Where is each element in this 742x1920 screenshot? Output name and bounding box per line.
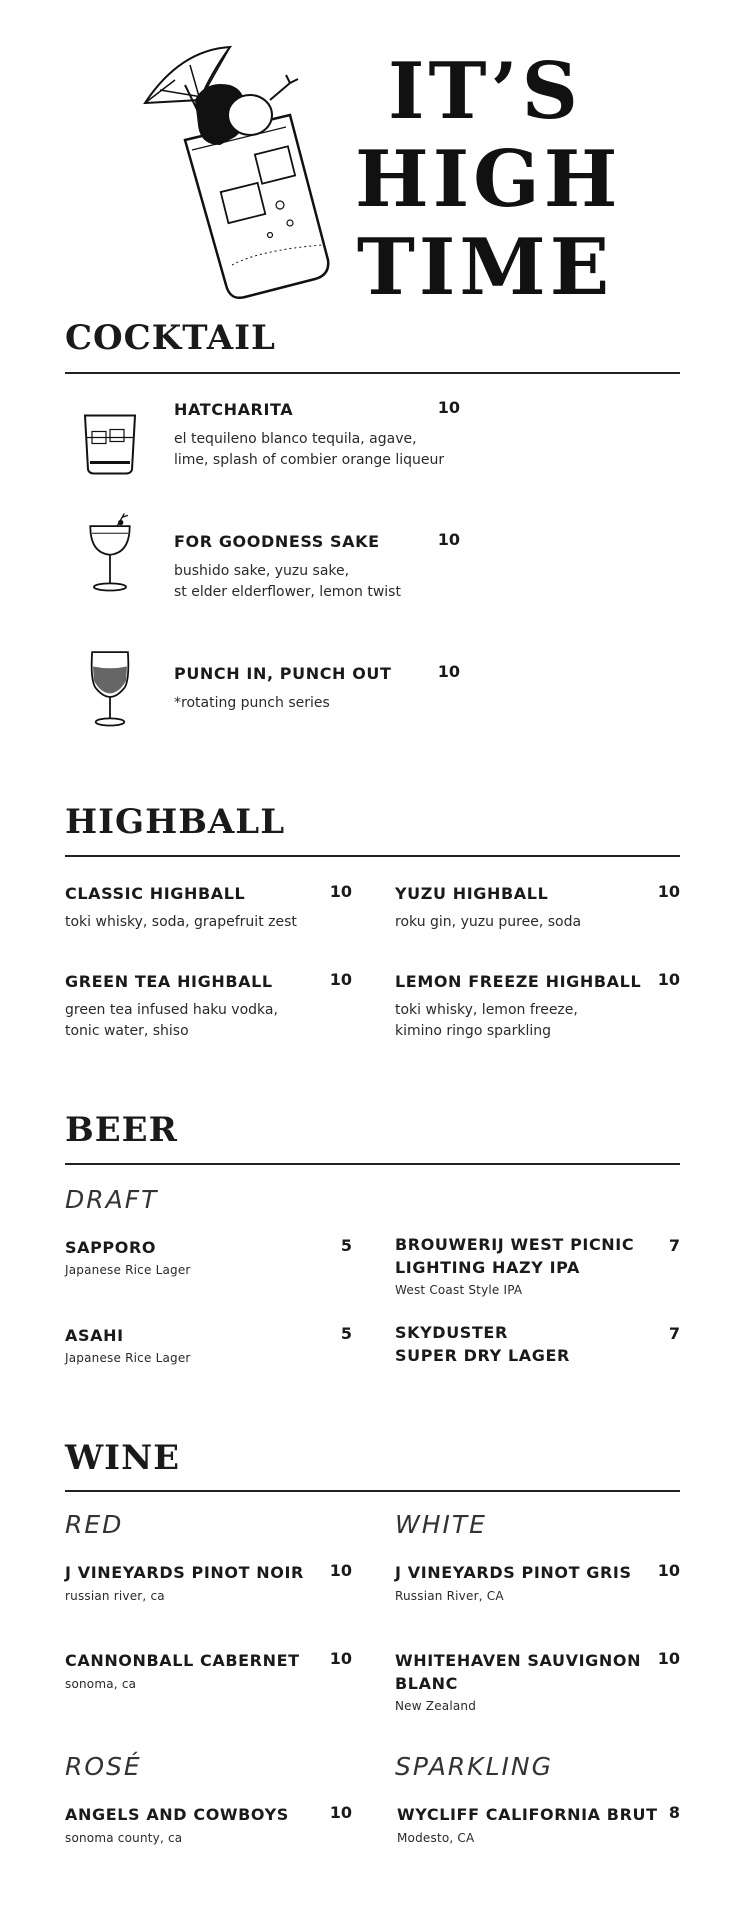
name-line: J VINEYARDS PINOT NOIR: [65, 1563, 304, 1582]
description-line: *rotating punch series: [174, 695, 330, 711]
description-line: bushido sake, yuzu sake,: [174, 563, 350, 579]
description-line: green tea infused haku vodka,: [65, 1002, 278, 1018]
menu-item-description: [174, 561, 401, 603]
menu-item-price: 7: [668, 1236, 680, 1255]
name-line: ANGELS AND COWBOYS: [65, 1805, 289, 1824]
menu-item-name: [395, 1561, 632, 1584]
menu-item-note: russian river, ca: [65, 1589, 165, 1603]
description-line: el tequileno blanco tequila, agave,: [174, 431, 417, 447]
section-divider: [65, 855, 680, 857]
menu-item-description: [174, 693, 330, 714]
name-line: WHITEHAVEN SAUVIGNON: [395, 1651, 642, 1670]
menu-item-price: 10: [437, 398, 460, 417]
sparkling-subheading: SPARKLING: [395, 1752, 553, 1781]
menu-item-price: 10: [329, 1649, 352, 1668]
description-line: lime, splash of combier orange liqueur: [174, 452, 445, 468]
menu-item-price: 10: [329, 970, 352, 989]
menu-item-name: GREEN TEA HIGHBALL: [65, 972, 273, 991]
name-line: BROUWERIJ WEST PICNIC: [395, 1235, 635, 1254]
description-line: toki whisky, lemon freeze,: [395, 1002, 578, 1018]
beer-heading: BEER: [65, 1110, 178, 1150]
menu-item-name: [395, 1321, 570, 1367]
menu-item-note: Japanese Rice Lager: [65, 1351, 191, 1365]
menu-item-price: 10: [437, 662, 460, 681]
name-line: LIGHTING HAZY IPA: [395, 1258, 580, 1277]
menu-item-description: [395, 912, 581, 933]
menu-item-price: 10: [329, 1803, 352, 1822]
menu-item-price: 8: [668, 1803, 680, 1822]
menu-item-name: [65, 1649, 300, 1672]
menu-item-name: PUNCH IN, PUNCH OUT: [174, 664, 392, 683]
menu-item-note: Russian River, CA: [395, 1589, 504, 1603]
name-line: ASAHI: [65, 1326, 124, 1345]
highball-glass-with-umbrella-illustration: [140, 45, 340, 300]
draft-subheading: DRAFT: [65, 1185, 159, 1214]
menu-item-description: [174, 429, 444, 471]
name-line: CANNONBALL CABERNET: [65, 1651, 300, 1670]
menu-item-description: [395, 1000, 578, 1042]
menu-item-note: New Zealand: [395, 1699, 477, 1713]
menu-item-note: Modesto, CA: [397, 1831, 475, 1845]
rocks-glass-icon: [80, 400, 140, 485]
description-line: st elder elderflower, lemon twist: [174, 584, 401, 600]
name-line: J VINEYARDS PINOT GRIS: [395, 1563, 632, 1582]
coupe-glass-icon: [80, 510, 140, 595]
name-line: BLANC: [395, 1674, 458, 1693]
menu-item-note: sonoma county, ca: [65, 1831, 183, 1845]
description-line: kimino ringo sparkling: [395, 1023, 551, 1039]
section-divider: [65, 372, 680, 374]
menu-item-price: 5: [340, 1324, 352, 1343]
name-line: SKYDUSTER: [395, 1323, 508, 1342]
menu-item-name: [65, 1236, 156, 1259]
cocktail-heading: COCKTAIL: [65, 318, 276, 358]
section-divider: [65, 1163, 680, 1165]
menu-item-name: [395, 1233, 634, 1279]
menu-item-price: 10: [329, 1561, 352, 1580]
menu-item-note: sonoma, ca: [65, 1677, 137, 1691]
wine-heading: WINE: [65, 1438, 181, 1478]
menu-item-name: FOR GOODNESS SAKE: [174, 532, 380, 551]
hero-title-line: HIGH: [355, 134, 622, 225]
menu-item-name: [65, 1324, 124, 1347]
menu-item-price: 10: [329, 882, 352, 901]
menu-item-name: CLASSIC HIGHBALL: [65, 884, 246, 903]
menu-item-price: 10: [437, 530, 460, 549]
menu-item-note: West Coast Style IPA: [395, 1283, 523, 1297]
highball-heading: HIGHBALL: [65, 802, 286, 842]
description-line: tonic water, shiso: [65, 1023, 189, 1039]
menu-item-price: 5: [340, 1236, 352, 1255]
menu-item-name: [397, 1803, 658, 1826]
name-line: SUPER DRY LAGER: [395, 1346, 570, 1365]
hero-title-line: IT’S: [387, 46, 582, 137]
name-line: SAPPORO: [65, 1238, 157, 1257]
description-line: roku gin, yuzu puree, soda: [395, 914, 582, 930]
menu-item-name: [395, 1649, 641, 1695]
menu-item-name: LEMON FREEZE HIGHBALL: [395, 972, 642, 991]
menu-item-price: 10: [657, 1561, 680, 1580]
hero-title-line: TIME: [356, 222, 614, 313]
name-line: WYCLIFF CALIFORNIA BRUT: [397, 1805, 658, 1824]
menu-item-name: HATCHARITA: [174, 400, 294, 419]
menu-item-price: 7: [668, 1324, 680, 1343]
menu-item-name: YUZU HIGHBALL: [395, 884, 549, 903]
wine-glass-icon: [80, 645, 140, 730]
menu-item-description: [65, 1000, 278, 1042]
menu-item-note: Japanese Rice Lager: [65, 1263, 191, 1277]
rose-subheading: ROSÉ: [65, 1752, 142, 1781]
white-subheading: WHITE: [395, 1510, 487, 1539]
section-divider: [65, 1490, 680, 1492]
menu-item-price: 10: [657, 1649, 680, 1668]
red-subheading: RED: [65, 1510, 124, 1539]
description-line: toki whisky, soda, grapefruit zest: [65, 914, 297, 930]
menu-item-price: 10: [657, 882, 680, 901]
menu-item-price: 10: [657, 970, 680, 989]
menu-item-name: [65, 1803, 289, 1826]
menu-item-description: [65, 912, 297, 933]
menu-item-name: [65, 1561, 304, 1584]
hero-title: [355, 46, 622, 313]
